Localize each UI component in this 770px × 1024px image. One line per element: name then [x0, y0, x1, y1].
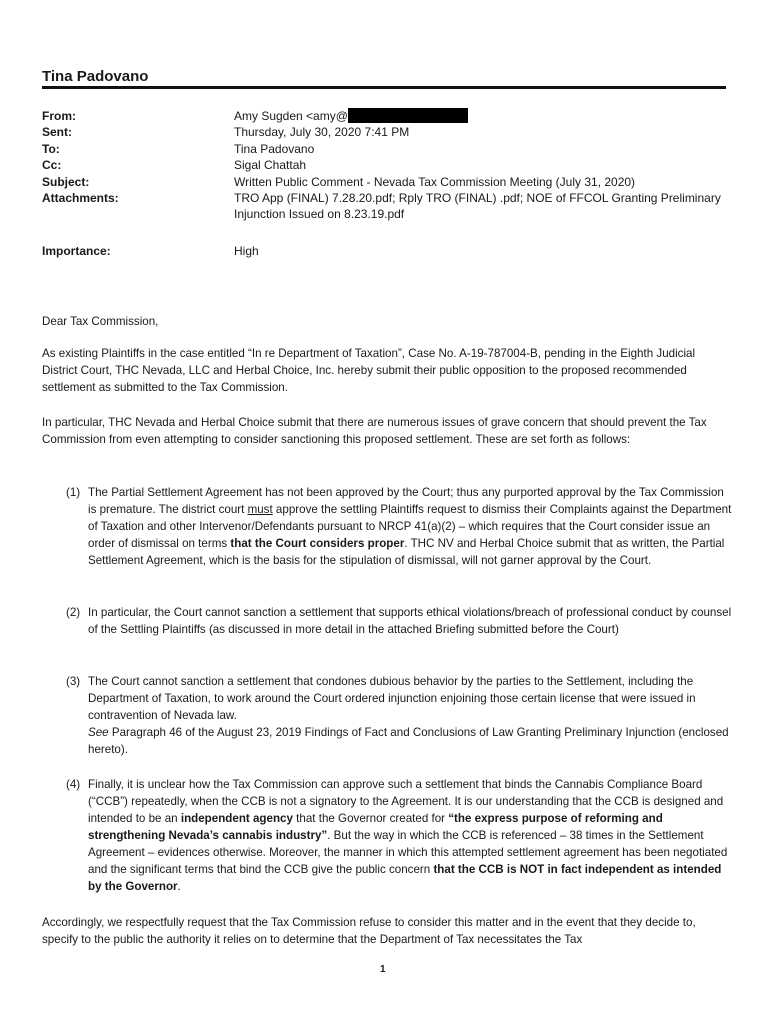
importance-value: High [234, 244, 259, 258]
to-label: To: [42, 142, 60, 156]
emphasis-governor-quote: “the express purpose of reforming and strengthening Nevada’s cannabis industry” [88, 812, 663, 842]
from-address: Amy Sugden <amy@ [234, 109, 348, 123]
list-item-4 [66, 776, 732, 895]
to-value: Tina Padovano [234, 142, 315, 156]
list-item-2 [66, 604, 732, 638]
emphasis-not-independent: that the CCB is NOT in fact independent as intended by the Governor [88, 863, 722, 893]
from-value [234, 108, 734, 124]
attachments-value [234, 190, 734, 222]
subject-label: Subject: [42, 175, 90, 189]
list-item-text: The Court cannot sanction a settlement that condones dubious behavior by the parties to the Settlement, including the Department of Taxation, to work around the Court ordered injunction enjoining those certain license that were issued in contravention of Nevada law. See Paragraph 46 of the August 23, 2019 Findings of Fact and Conclusions of Law Granting Preliminary Injunction (enclosed hereto). [88, 675, 729, 756]
paragraph-closing: Accordingly, we respectfully request that the Tax Commission refuse to consider this matter and in the event that they decide to, specify to the public the authority it relies on to determine that the Department of Tax necessitates the Tax [42, 916, 696, 946]
paragraph-concerns: In particular, THC Nevada and Herbal Choice submit that there are numerous issues of grave concern that should prevent the Tax Commission from even attempting to consider sanctioning this proposed settlement. These are set forth as follows: [42, 416, 707, 446]
list-item-number: (3) [66, 675, 81, 688]
cc-label: Cc: [42, 158, 62, 172]
list-item-text: Finally, it is unclear how the Tax Commission can approve such a settlement that binds the Cannabis Compliance Board (“CCB”) repeatedly, when the CCB is not a signatory to the Agreement. It is our understanding that the CCB is designed and intended to be an independent agency that the Governor created for “the express purpose of reforming and strengthening Nevada’s cannabis industry”. But the way in which the CCB is referenced – 38 times in the Settlement Agreement – evidences otherwise. Moreover, the manner in which this attempted settlement agreement has been negotiated and the significant terms that bind the CCB give the public concern that the CCB is NOT in fact independent as intended by the Governor. [88, 778, 728, 893]
importance-label: Importance: [42, 244, 111, 258]
list-item-3 [66, 673, 732, 758]
list-item-text: The Partial Settlement Agreement has not been approved by the Court; thus any purported approval by the Tax Commission is premature. The district court must approve the settling Plaintiffs request to dismiss their Complaints against the Department of Taxation and other Intervenor/Defendants pursuant to NRCP 41(a)(2) – which requires that the Court consider issue an order of dismissal on terms that the Court considers proper. THC NV and Herbal Choice submit that as written, the Partial Settlement Agreement, which is the basis for the stipulation of dismissal, will not garner approval by the Court. [88, 486, 732, 567]
list-item-number: (2) [66, 606, 81, 619]
cc-value: Sigal Chattah [234, 158, 307, 172]
see-reference: See [88, 726, 109, 739]
list-item-text: In particular, the Court cannot sanction a settlement that supports ethical violations/breach of professional conduct by counsel of the Settling Plaintiffs (as discussed in more detail in the attached Briefing submitted before the Court) [88, 606, 732, 636]
sent-label: Sent: [42, 125, 72, 139]
list-item-1 [66, 484, 732, 569]
from-label: From: [42, 109, 76, 123]
redaction-box [348, 108, 468, 123]
emphasis-court-considers: that the Court considers proper [230, 537, 405, 550]
header-rule [42, 86, 726, 89]
list-item-number: (4) [66, 778, 81, 791]
emphasis-must: must [247, 503, 273, 516]
salutation: Dear Tax Commission, [42, 315, 159, 328]
page-number: 1 [380, 964, 386, 975]
attachments-line-1: TRO App (FINAL) 7.28.20.pdf; Rply TRO (FINAL) .pdf; NOE of FFCOL Granting Preliminary [234, 191, 721, 205]
subject-value: Written Public Comment - Nevada Tax Commission Meeting (July 31, 2020) [234, 175, 636, 189]
attachments-line-2: Injunction Issued on 8.23.19.pdf [234, 207, 405, 221]
paragraph-intro: As existing Plaintiffs in the case entitled “In re Department of Taxation”, Case No. A-19-787004-B, pending in the Eighth Judicial District Court, THC Nevada, LLC and Herbal Choice, Inc. hereby submit their public opposition to the proposed recommended settlement as submitted to the Tax Commission. [42, 347, 696, 394]
emphasis-independent-agency: independent agency [180, 812, 293, 825]
list-item-number: (1) [66, 486, 81, 499]
attachments-label: Attachments: [42, 191, 119, 205]
mailbox-owner-name: Tina Padovano [42, 68, 149, 85]
sent-value: Thursday, July 30, 2020 7:41 PM [234, 125, 410, 139]
